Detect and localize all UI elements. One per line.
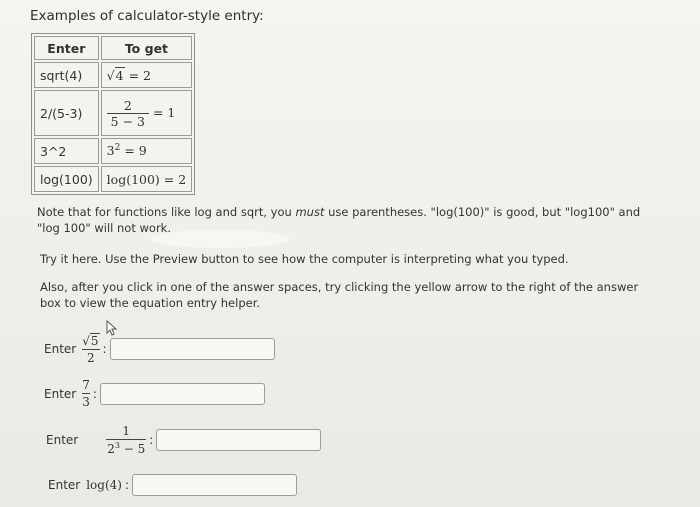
- answer-input-3[interactable]: [156, 429, 321, 451]
- entry-label: Enter: [46, 433, 79, 447]
- result-value: = 9: [120, 143, 147, 159]
- entry-row-4: [48, 474, 297, 496]
- denominator-base: 2: [107, 442, 115, 456]
- base: 3: [106, 143, 115, 159]
- result-value: = 2: [124, 68, 151, 83]
- colon: :: [102, 342, 107, 356]
- table-row: [34, 138, 192, 164]
- numerator: 7: [82, 378, 90, 392]
- enter-cell: 3^2: [34, 138, 99, 164]
- colon: :: [92, 386, 97, 401]
- denominator: [107, 441, 145, 456]
- answer-input-4[interactable]: [132, 474, 297, 496]
- table-row: [34, 62, 192, 88]
- header-enter: Enter: [34, 36, 99, 60]
- numerator: 1: [122, 424, 131, 438]
- fraction: [107, 98, 149, 129]
- table-header-row: [34, 36, 192, 60]
- entry-label: Enter: [44, 386, 77, 401]
- answer-input-1[interactable]: [110, 338, 275, 360]
- try-instructions: Try it here. Use the Preview button to see how the computer is interpreting what you typed.: [40, 252, 569, 266]
- entry-row-2: [44, 378, 265, 409]
- header-to-get: To get: [101, 36, 193, 60]
- denominator-rest: − 5: [119, 442, 146, 456]
- sqrt-expression: √ 4: [106, 68, 124, 83]
- denominator-exponent: 3: [114, 441, 120, 450]
- helper-instructions: Also, after you click in one of the answer spaces, try clicking the yellow arrow to the right of the answer box to view the equation entry helper.: [40, 280, 639, 310]
- table-row: [34, 90, 192, 136]
- enter-cell: 2/(5-3): [34, 90, 99, 136]
- result-cell: [101, 90, 193, 136]
- result-cell: [101, 62, 193, 88]
- denominator: 2: [87, 351, 95, 365]
- entry-row-1: [44, 333, 275, 365]
- note-emphasis: must: [295, 205, 325, 219]
- entry-label: Enter: [44, 342, 77, 356]
- result-cell: log(100) = 2: [101, 166, 193, 192]
- note-text: Note that for functions like log and sqrt, you: [37, 205, 296, 219]
- examples-table: [31, 33, 195, 195]
- answer-input-2[interactable]: [100, 383, 265, 405]
- entry-row-3: [46, 424, 321, 456]
- numerator: 5: [90, 334, 99, 348]
- fraction-prompt: √ 5 2: [82, 334, 99, 365]
- entry-label: Enter: [48, 478, 81, 492]
- result-cell: [101, 138, 193, 164]
- log-prompt: log(4): [86, 478, 122, 492]
- denominator: 5 − 3: [110, 113, 145, 129]
- note-text: use parentheses. "log(100)" is good, but "log100" and "log 100" will not work.: [37, 205, 641, 235]
- colon: :: [149, 433, 154, 447]
- result-value: = 1: [149, 104, 176, 120]
- numerator: 2: [123, 97, 132, 113]
- fraction-prompt: [82, 378, 90, 409]
- enter-cell: sqrt(4): [34, 62, 99, 88]
- colon: :: [124, 478, 130, 492]
- table-row: [34, 166, 192, 192]
- parentheses-note: [37, 204, 662, 236]
- enter-cell: log(100): [34, 166, 99, 192]
- radicand: 4: [115, 68, 124, 83]
- fraction-prompt: [106, 424, 146, 456]
- denominator: 3: [82, 395, 90, 409]
- exponent: 2: [114, 143, 121, 154]
- examples-caption: Examples of calculator-style entry:: [30, 8, 264, 24]
